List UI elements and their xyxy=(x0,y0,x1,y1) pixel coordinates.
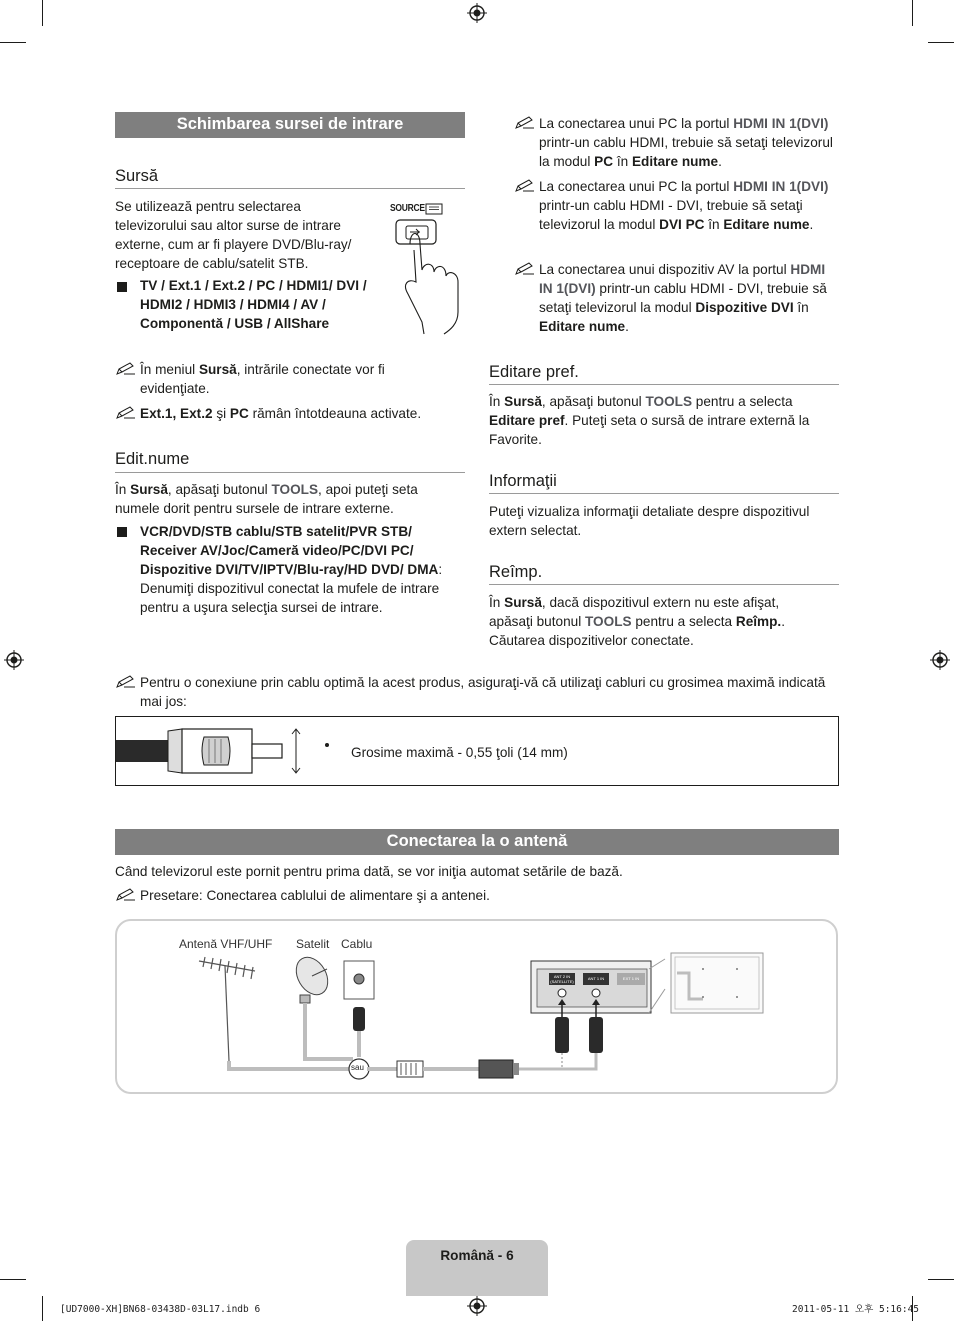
information-paragraph: Puteţi vizualiza informaţii detaliate despre dispozitivul extern selectat. xyxy=(489,504,810,538)
divider xyxy=(489,384,839,385)
refresh-paragraph: În Sursă, dacă dispozitivul extern nu este afişat, apăsaţi butonul TOOLS pentru a selecta Reîmp.. Căutarea dispozitivelor conectate. xyxy=(489,595,785,648)
divider xyxy=(489,493,839,494)
pencil-note-icon xyxy=(514,179,536,193)
hdmi-note-2: La conectarea unui PC la portul HDMI IN 1(DVI) printr-un cablu HDMI - DVI, trebuie să setaţi televizorul la modul DVI PC în Editare nume. xyxy=(539,179,829,232)
tv-back-icon xyxy=(649,953,763,1013)
registration-mark-icon xyxy=(467,1296,487,1316)
divider xyxy=(489,584,839,585)
pencil-note-icon xyxy=(115,362,137,376)
antenna-intro: Când televizorul este pornit pentru prima dată, se vor iniţia automat setările de bază. xyxy=(115,864,623,879)
edit-pref-paragraph: În Sursă, apăsaţi butonul TOOLS pentru a selecta Editare pref. Puteţi seta o sursă de intrare externă la Favorite. xyxy=(489,394,810,447)
remote-source-illustration xyxy=(388,200,466,335)
source-intro: Se utilizează pentru selectarea televizorului sau altor surse de intrare externe, cum ar fi playere DVD/Blu-ray/ receptoare de cablu/satelit STB. xyxy=(115,199,352,271)
page-number-tab xyxy=(406,1240,548,1296)
source-note-2: Ext.1, Ext.2 şi PC rămân întotdeauna activate. xyxy=(140,406,422,421)
source-button-label: SOURCE xyxy=(390,203,425,214)
divider xyxy=(115,472,465,473)
port-ext1-in-label: EXT 1 IN xyxy=(622,976,640,981)
pencil-note-icon xyxy=(115,675,137,689)
heading-edit-name: Edit.nume xyxy=(115,450,190,468)
registration-mark-icon xyxy=(467,3,487,23)
max-thickness-text: Grosime maximă - 0,55 ţoli (14 mm) xyxy=(351,745,568,760)
edit-name-bullet: VCR/DVD/STB cablu/STB satelit/PVR STB/ Receiver AV/Joc/Cameră video/PC/DVI PC/ Dispozitive DVI/TV/IPTV/Blu-ray/HD DVD/ DMA: Denumiţi dispozitivul conectat la mufele de intrare pentru a uşura selecţia sursei de intrare. xyxy=(140,524,443,615)
port-ant1-in-label: ANT 1 IN xyxy=(587,976,605,981)
preset-note: Presetare: Conectarea cablului de alimentare şi a antenei. xyxy=(140,888,490,903)
page-number: Română - 6 xyxy=(440,1248,514,1263)
cable-illustration xyxy=(116,717,306,785)
cable-thickness-box xyxy=(115,716,839,786)
pencil-note-icon xyxy=(514,116,536,130)
source-list-bullet: TV / Ext.1 / Ext.2 / PC / HDMI1/ DVI / HDMI2 / HDMI3 / HDMI4 / AV / Componentă / USB / AllShare xyxy=(140,278,367,331)
label-satellite: Satelit xyxy=(296,937,330,951)
divider xyxy=(115,188,465,189)
footer-date: 2011-05-11 오후 5:16:45 xyxy=(792,1304,920,1315)
hdmi-note-3: La conectarea unui dispozitiv AV la portul HDMI IN 1(DVI) printr-un cablu HDMI - DVI, trebuie să setaţi televizorul la modul Dispozitive DVI în Editare nume. xyxy=(539,262,827,334)
bullet-dot xyxy=(325,743,329,747)
heading-information: Informaţii xyxy=(489,472,557,490)
pencil-note-icon xyxy=(514,262,536,276)
heading-refresh: Reîmp. xyxy=(489,563,543,581)
heading-edit-pref: Editare pref. xyxy=(489,363,579,381)
cable-wall-outlet-icon xyxy=(344,961,374,1031)
bullet-square xyxy=(117,282,127,292)
antenna-icon xyxy=(199,957,255,1061)
section-title-input-source: Schimbarea sursei de intrare xyxy=(115,112,465,138)
source-note-1: În meniul Sursă, intrările conectate vor fi evidenţiate. xyxy=(140,362,385,396)
or-label: sau xyxy=(351,1063,364,1072)
heading-source: Sursă xyxy=(115,167,159,185)
edit-name-paragraph: În Sursă, apăsaţi butonul TOOLS, apoi puteţi seta numele dorit pentru sursele de intrare externe. xyxy=(115,482,418,516)
connection-diagram-graphic xyxy=(117,921,836,1092)
satellite-dish-icon xyxy=(290,952,334,1003)
label-antenna-vhf-uhf: Antenă VHF/UHF xyxy=(179,937,273,951)
cable-thickness-note: Pentru o conexiune prin cablu optimă la acest produs, asiguraţi-vă că utilizaţi cabluri cu grosimea maximă indicată mai jos: xyxy=(140,675,826,709)
footer-file-info: [UD7000-XH]BN68-03438D-03L17.indb 6 xyxy=(60,1304,261,1315)
hdmi-note-1: La conectarea unui PC la portul HDMI IN 1(DVI) printr-un cablu HDMI, trebuie să setaţi televizorul la modul PC în Editare nume. xyxy=(539,116,833,169)
pencil-note-icon xyxy=(115,406,137,420)
label-cable: Cablu xyxy=(341,937,373,951)
registration-mark-icon xyxy=(930,650,950,670)
section-title-antenna: Conectarea la o antenă xyxy=(115,829,839,855)
port-ant2-in-label: ANT 2 IN (SATELLITE) xyxy=(550,974,574,984)
bullet-square xyxy=(117,527,127,537)
pencil-note-icon xyxy=(115,888,137,902)
registration-mark-icon xyxy=(4,650,24,670)
antenna-connection-diagram xyxy=(115,919,838,1094)
